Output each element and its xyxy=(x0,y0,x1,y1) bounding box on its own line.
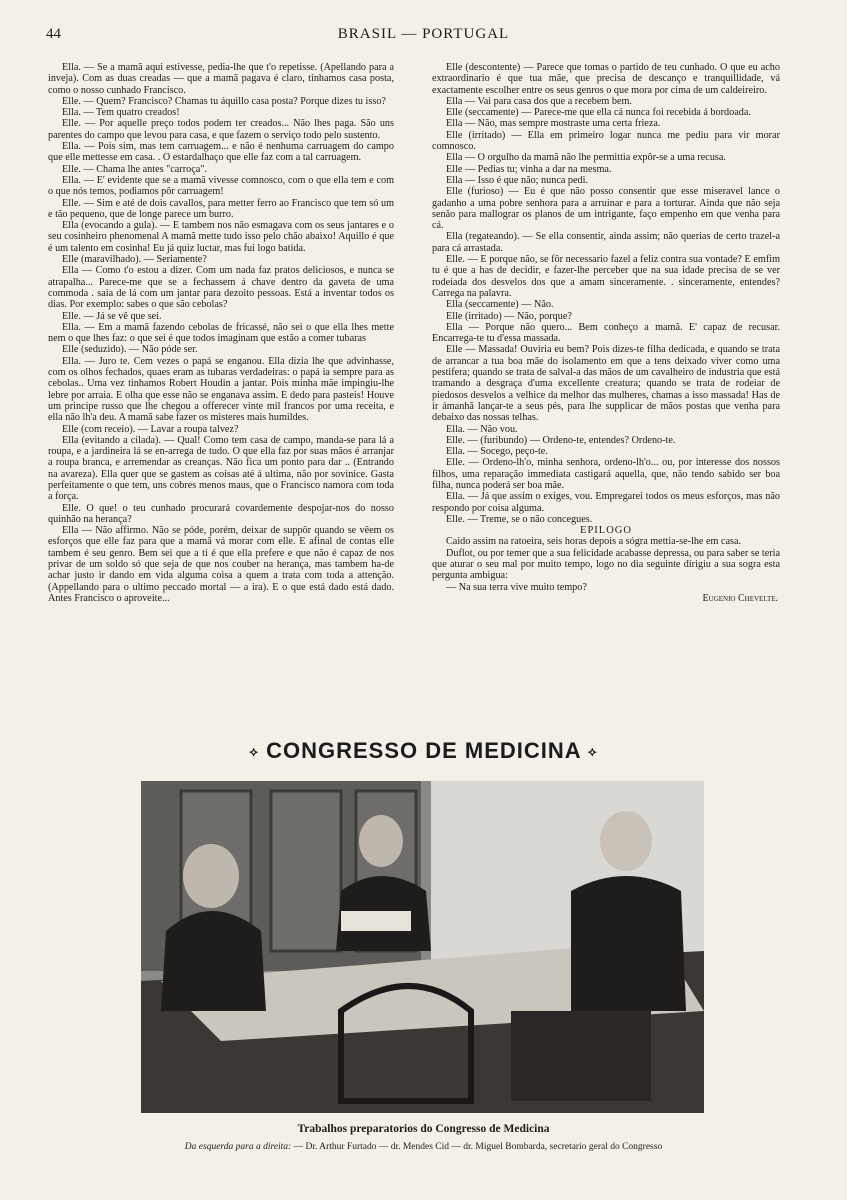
photo-subcaption xyxy=(0,1142,847,1152)
right-column xyxy=(432,62,780,604)
paragraph: Ella. — Tem quatro creados! xyxy=(62,107,180,119)
ornament-right-icon: ⟡ xyxy=(588,744,598,760)
paragraph: Ella — O orgulho da mamã não lhe permittia expôr-se a uma recusa. xyxy=(446,152,726,164)
running-head: BRASIL — PORTUGAL xyxy=(337,26,510,42)
paragraph: Elle. — Ordeno-lh'o, minha senhora, ordeno-lh'o... ou, por interesse dos nossos filhos, uma reparação immediata castigará aquella, que, não tendo sabido ser boa filha, nunca poderá ser boa mãe. xyxy=(432,457,780,491)
paragraph: Elle. — Sim e até de dois cavallos, para metter ferro ao Francisco que tem só um e tão pequeno, que de longe parece um burro. xyxy=(48,197,394,220)
paragraph: Ella — Não affirmo. Não se póde, porém, deixar de suppôr quando se vêem os esforços que elle faz para que a mamã vá morar com elle. E afinal de contas elle tambem é seu genro. Bem sei que a ti é que ella prefere e que não é capaz de nos privar de um soldo só que seja de que nos couber na herança, mas tambem ha-de achar justo ir dando em vida alguma coisa a quem a trata com toda a attenção. (Appellando para o ultimo peccado mortal — a ira). E o que está dado está dado. Antes Francisco o aproveite... xyxy=(48,525,394,604)
subcaption-names: — Dr. Arthur Furtado — dr. Mendes Cid — dr. Miguel Bombarda, secretario geral do Congresso xyxy=(291,1142,663,1152)
paragraph: Elle (seduzido). — Não póde ser. xyxy=(62,344,198,356)
paragraph: Elle (com receio). — Lavar a roupa talvez? xyxy=(62,423,239,435)
paragraph: Caido assim na ratoeira, seis horas depois a sógra mettia-se-lhe em casa. xyxy=(446,536,742,548)
author-signature: Eugenio Chevelte. xyxy=(702,592,778,604)
section-title: CONGRESSO DE MEDICINA xyxy=(266,738,581,763)
paragraph: Ella (evocando a gula). — E tambem nos não esmagava com os seus jantares e o seu cosinheiro phenomenal A mamã mette tudo isso pelo chão abaixo! Aquillo é que é um talento em cosinha! Eu já quiz luctar, mas fui logo batida. xyxy=(48,220,394,254)
paragraph: — Na sua terra vive muito tempo? xyxy=(446,581,587,593)
paragraph: Elle (maravilhado). — Seriamente? xyxy=(62,254,207,266)
paragraph: Elle — Pedias tu; vinha a dar na mesma. xyxy=(446,163,612,175)
paragraph: Ella (seccamente) — Não. xyxy=(446,299,554,311)
paragraph: Ella — Isso é que não; nunca pedi. xyxy=(446,174,589,186)
left-column xyxy=(48,62,394,604)
paragraph: Elle (furioso) — Eu é que não posso consentir que esse miseravel lance o gadanho a uma pobre senhora para a arruinar e para a torturar. Ainda que não seja senão para mallograr os planos de um intrigante, faço empenho em que venha para cá. xyxy=(432,186,780,232)
paragraph: Elle (seccamente) — Parece-me que ella cá nunca foi recebida á bordoada. xyxy=(446,107,751,119)
paragraph: Ella (regateando). — Se ella consentir, ainda assim; não querias de certo trazel-a para cá arrastada. xyxy=(432,231,780,254)
subcaption-lead: Da esquerda para a direita: xyxy=(184,1142,292,1152)
paragraph: Ella. — Juro te. Cem vezes o papá se enganou. Ella dizia lhe que advinhasse, com os olhos fechados, quaes eram as tubaras verdadeiras: o papá ia sempre para as cebolas.. Uma vez tinhamos Robert Houdin a jantar. Pois minha mãe impingiu-lhe lebre por arraia. E olha que esse não se enganava assim. E dedo para pasteis! Houve um principe russo que lhe chegou a offerecer vinte mil francos por uma receita, e ella não lh'a deu. A mamã sabe fazer os misteres mais humildes. xyxy=(48,355,394,424)
paragraph: Elle. O que! o teu cunhado procurará covardemente despojar-nos do nosso quinhão na herança? xyxy=(48,502,394,525)
paragraph: Duflot, ou por temer que a sua felicidade acabasse depressa, ou para saber se teria que aturar o seu mal por muito tempo, logo no dia seguinte dirigiu a sua sogra esta pergunta ambigua: xyxy=(432,547,780,582)
paragraph: Ella. — Em a mamã fazendo cebolas de fricassé, não sei o que ella lhes mette nem o que lhes faz: o que sei é que todos imaginam que estão a comer tubaras xyxy=(48,321,394,345)
paragraph: Elle. — E porque não, se fôr necessario fazel a feliz contra sua vontade? E emfim tu é que a has de decidir, e fazer-lhe perceber que na sua idade precisa de se ver rodeiada dos desvelos dos que a amam sinceramente. . sinceramente, entendes? Carrega na palavra. xyxy=(432,254,780,299)
paragraph: Ella. — Não vou. xyxy=(446,423,518,435)
photo-caption: Trabalhos preparatorios do Congresso de Medicina xyxy=(297,1123,550,1135)
page-number: 44 xyxy=(46,26,61,42)
paragraph: Elle (descontente) — Parece que tomas o partido de teu cunhado. O que eu acho extraordinario é que tua mãe, que precisa de descanço e tranquillidade, vá exactamente escolher entre os seus genros o que mora por cima de um caldeireiro. xyxy=(432,62,780,96)
paragraph: Ella — Porque não quero... Bem conheço a mamã. E' capaz de recusar. Encarrega-te tu d'essa massada. xyxy=(432,321,780,345)
paragraph: Elle. — Chama lhe antes "carroça". xyxy=(62,163,207,175)
paragraph: Ella. — Já que assim o exiges, vou. Empregarei todos os meus esforços, mas não respondo por coisa alguma. xyxy=(432,491,780,514)
paragraph: Ella — Vai para casa dos que a recebem bem. xyxy=(446,95,632,107)
paragraph: Ella — Não, mas sempre mostraste uma certa frieza. xyxy=(446,118,661,130)
paragraph: Ella. — Se a mamã aqui estivesse, pedia-lhe que t'o repetisse. (Apellando para a inveja). Com as duas creadas — que a mamã pagava é claro, tinhamos casa posta, como o nosso cunhado Francisco. xyxy=(48,62,394,96)
paragraph: Ella. — Pois sim, mas tem carruagem... e não é nenhuma carruagem do campo que elle mettesse em casa. . O estardalhaço que elle faz com a tal carruagem. xyxy=(48,141,394,164)
paragraph: Elle. — Treme, se o não concegues. xyxy=(446,513,593,525)
section-banner xyxy=(0,738,847,764)
paragraph: Elle. — Por aquelle preço todos podem ter creados... Não lhes paga. São uns parentes do campo que levou para casa, e que fazem o serviço todo pelo sustento. xyxy=(48,118,394,141)
ornament-left-icon: ⟡ xyxy=(249,744,259,760)
paragraph: Elle. — Quem? Francisco? Chamas tu áquillo casa posta? Porque dizes tu isso? xyxy=(62,95,386,107)
paragraph: Elle — Massada! Ouviria eu bem? Pois dizes-te filha dedicada, e quando se trata de arrancar a tua boa mãe do isolamento em que a tens deixado viver como uma pestifera; quando se trata de salval-a das mãos de um cavalheiro de industria que está tramando a desgraça d'uma excellente creatura; quando se trata de rodeiar de piedosos desvelos a velhice da melhor das mulheres, chamas a isso massada! Has de ir ámanhã lançar-te a seus pés, para lhe supplicar de mãos postas que venha para debaixo das nossas telhas. xyxy=(432,344,780,424)
paragraph: Ella — Como t'o estou a dizer. Com um nada faz pratos deliciosos, e nunca se atrapalha... Parece-me que se a fechassem á chave dentro da gaveta de uma commoda . saia de lá com um jantar para dezoito pessoas. Está a inventar todos os dias. Por exemplo: sabes o que são cebolas? xyxy=(48,265,394,311)
congress-photo xyxy=(141,781,704,1113)
paragraph: Ella. — Socego, peço-te. xyxy=(446,446,548,458)
paragraph: Ella. — E' evidente que se a mamã vivesse comnosco, com o que ella tem e com o que nós temos, podiamos pôr carruagem! xyxy=(48,174,394,198)
paragraph: Elle (irritado) — Ella em primeiro logar nunca me pediu para vir morar comnosco. xyxy=(432,129,780,153)
epilogue-title: EPILOGO xyxy=(580,525,632,537)
paragraph: Elle. — Já se vê que sei. xyxy=(62,310,162,322)
paragraph: Elle (irritado) — Não, porque? xyxy=(446,310,572,322)
paragraph: Ella (evitando a cilada). — Qual! Como tem casa de campo, manda-se para lá a roupa, e a jardineira lá se en-arrega de tudo. O que ella faz por suas mãos é arranjar a roupa branca, e arremendar as creanças. Não fica um ponto para dar .. (Entrando na avareza). Ella quer que se gastem as coisas até á ultima, não por sovinice. Gasta perfeitamente o que tem, uns cobres menos maus, que o Francisco namora com toda a força. xyxy=(48,434,394,503)
paragraph: Elle. — (furibundo) — Ordeno-te, entendes? Ordeno-te. xyxy=(446,434,676,446)
